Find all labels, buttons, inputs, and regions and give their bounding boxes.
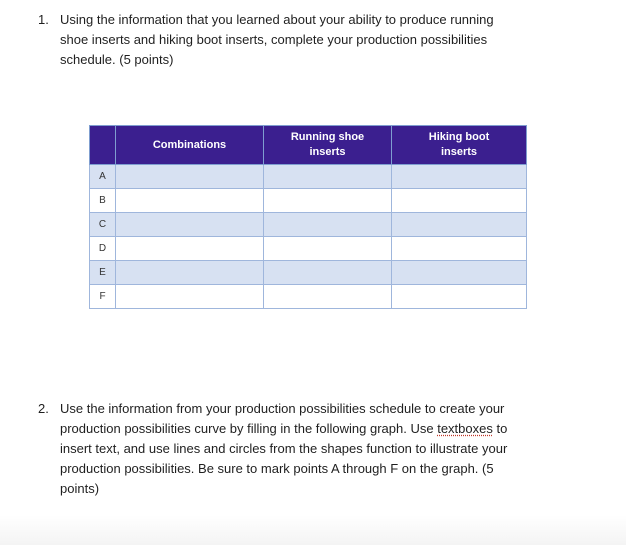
question-1-text	[60, 10, 558, 70]
question-2-line: production possibilities curve by filling in the following graph. Use	[60, 421, 438, 436]
header-hiking-line: inserts	[440, 146, 478, 158]
running-cell[interactable]	[264, 213, 392, 237]
page-bottom-edge	[0, 515, 626, 545]
hiking-cell[interactable]	[392, 165, 527, 189]
question-1-line: Using the information that you learned about your ability to produce running	[60, 12, 494, 27]
running-cell[interactable]	[264, 261, 392, 285]
row-label: E	[90, 261, 116, 285]
question-2-line: points)	[60, 481, 100, 496]
running-cell[interactable]	[264, 285, 392, 309]
question-1	[38, 10, 558, 70]
row-label: C	[90, 213, 116, 237]
combination-cell[interactable]	[116, 213, 264, 237]
header-combinations: Combinations	[116, 126, 264, 165]
question-2-number: 2.	[38, 401, 49, 416]
header-running-line: inserts	[309, 146, 346, 158]
question-2-text	[60, 399, 568, 499]
combination-cell[interactable]	[116, 285, 264, 309]
header-hiking-boot-inserts	[392, 126, 527, 165]
running-cell[interactable]	[264, 237, 392, 261]
table-row	[90, 165, 527, 189]
table-row	[90, 285, 527, 309]
combination-cell[interactable]	[116, 165, 264, 189]
question-2-line: to	[492, 421, 508, 436]
question-2-line: production possibilities. Be sure to mark points A through F on the graph. (5	[60, 461, 494, 476]
hiking-cell[interactable]	[392, 237, 527, 261]
question-2-line: Use the information from your production possibilities schedule to create your	[60, 401, 505, 416]
running-cell[interactable]	[264, 189, 392, 213]
production-possibilities-table	[89, 125, 527, 309]
row-label: A	[90, 165, 116, 189]
question-2	[38, 399, 568, 499]
hiking-cell[interactable]	[392, 189, 527, 213]
table-row	[90, 261, 527, 285]
question-1-line: shoe inserts and hiking boot inserts, complete your production possibilities	[60, 32, 488, 47]
combination-cell[interactable]	[116, 189, 264, 213]
header-running-line: Running shoe	[290, 131, 365, 143]
row-label: B	[90, 189, 116, 213]
row-label: F	[90, 285, 116, 309]
spellcheck-flagged-word[interactable]: textboxes	[437, 421, 493, 436]
table-header-row	[90, 126, 527, 165]
hiking-cell[interactable]	[392, 285, 527, 309]
hiking-cell[interactable]	[392, 213, 527, 237]
running-cell[interactable]	[264, 165, 392, 189]
table-row	[90, 213, 527, 237]
question-1-number: 1.	[38, 12, 49, 27]
table-row	[90, 237, 527, 261]
hiking-cell[interactable]	[392, 261, 527, 285]
row-label: D	[90, 237, 116, 261]
header-corner-cell	[90, 126, 116, 165]
question-2-line: insert text, and use lines and circles from the shapes function to illustrate your	[60, 441, 508, 456]
header-running-shoe-inserts	[264, 126, 392, 165]
header-hiking-line: Hiking boot	[428, 131, 490, 143]
combination-cell[interactable]	[116, 237, 264, 261]
combination-cell[interactable]	[116, 261, 264, 285]
table-row	[90, 189, 527, 213]
question-1-line: schedule. (5 points)	[60, 52, 174, 67]
